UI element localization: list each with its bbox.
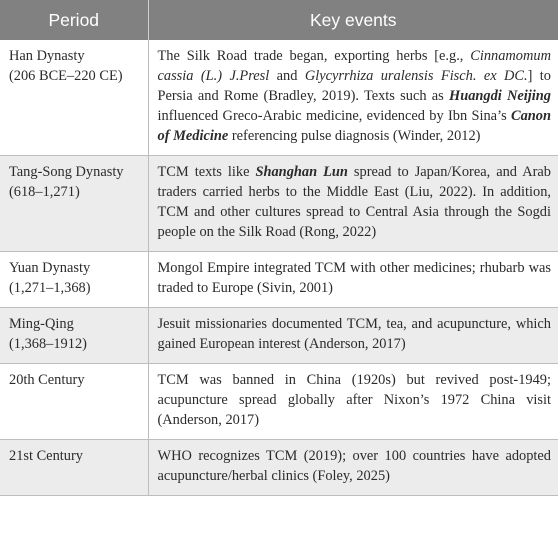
period-name: Han Dynasty — [9, 48, 85, 64]
events-cell — [148, 440, 558, 496]
period-cell — [0, 40, 148, 156]
period-cell — [0, 440, 148, 496]
period-cell — [0, 156, 148, 252]
period-name: Yuan Dynasty — [9, 260, 91, 276]
event-text: and — [269, 68, 305, 84]
header-key-events: Key events — [148, 0, 558, 40]
events-cell — [148, 308, 558, 364]
event-text: influenced Greco-Arabic medicine, evidenced by Ibn Sina’s — [157, 108, 511, 124]
period-name: 21st Century — [9, 448, 83, 464]
period-name: Ming-Qing — [9, 316, 74, 332]
events-cell — [148, 40, 558, 156]
event-text: ] to Persia and Rome (Bradley, 2019). Texts such as — [157, 68, 552, 104]
text-title: Huangdi Neijing — [449, 88, 551, 104]
event-text: The Silk Road trade began, exporting herbs [e.g., — [157, 48, 471, 64]
text-species: Cinnamomum cassia (L.) J.Presl — [157, 48, 551, 84]
period-name: Tang-Song Dynasty — [9, 164, 124, 180]
header-row — [0, 0, 558, 40]
header-period: Period — [0, 0, 148, 40]
event-text: referencing pulse diagnosis (Winder, 2012) — [228, 128, 481, 144]
table-row — [0, 364, 558, 440]
table-row — [0, 252, 558, 308]
table-header — [0, 0, 558, 40]
period-cell — [0, 308, 148, 364]
event-text: TCM texts like — [157, 164, 256, 180]
event-text: WHO recognizes TCM (2019); over 100 countries have adopted acupuncture/herbal clinics (Foley, 2025) — [157, 448, 551, 484]
events-cell — [148, 156, 558, 252]
events-cell — [148, 252, 558, 308]
text-species: Glycyrrhiza uralensis Fisch. ex DC. — [304, 68, 528, 84]
table-row — [0, 40, 558, 156]
events-cell — [148, 364, 558, 440]
period-cell — [0, 252, 148, 308]
period-cell — [0, 364, 148, 440]
event-text: spread to Japan/Korea, and Arab traders carried herbs to the Middle East (Liu, 2022). In addition, TCM and other cultures spread to Central Asia through the Sogdi people on the Silk Road (Rong, 2022) — [157, 164, 551, 240]
event-text: TCM was banned in China (1920s) but revived post-1949; acupuncture spread globally after Nixon’s 1972 China visit (Anderson, 2017) — [157, 372, 551, 428]
period-dates: (1,271–1,368) — [9, 280, 91, 296]
event-text: Mongol Empire integrated TCM with other medicines; rhubarb was traded to Europe (Sivin, 2001) — [157, 260, 551, 296]
table-body — [0, 40, 558, 496]
event-text: Jesuit missionaries documented TCM, tea, and acupuncture, which gained European interest (Anderson, 2017) — [157, 316, 551, 352]
table-row — [0, 308, 558, 364]
period-dates: (1,368–1912) — [9, 336, 87, 352]
table-row — [0, 440, 558, 496]
table-row — [0, 156, 558, 252]
text-title: Canon of Medicine — [157, 108, 551, 144]
period-name: 20th Century — [9, 372, 85, 388]
period-dates: (206 BCE–220 CE) — [9, 68, 123, 84]
text-title: Shanghan Lun — [255, 164, 348, 180]
period-dates: (618–1,271) — [9, 184, 80, 200]
